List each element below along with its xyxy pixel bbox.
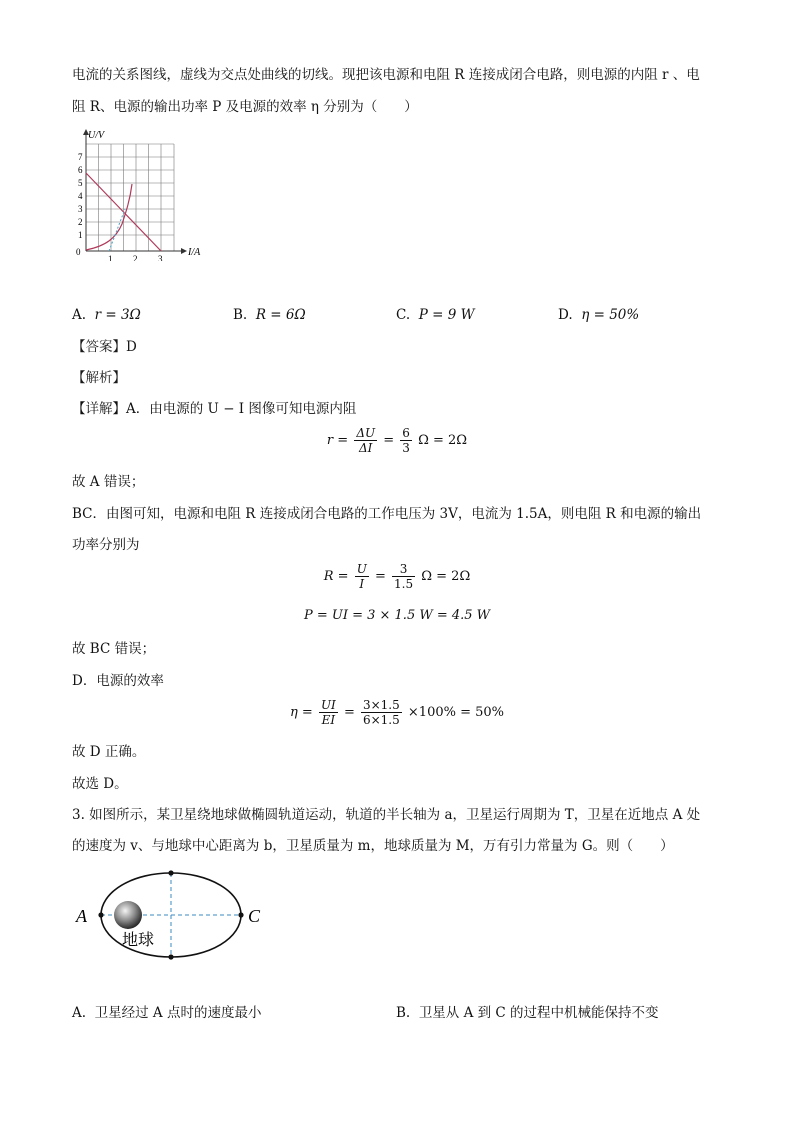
point-bottom xyxy=(168,954,173,959)
ytick: 6 xyxy=(78,165,83,175)
q2-option-b[interactable] xyxy=(233,306,306,324)
eq-num: 3 xyxy=(392,562,415,577)
graph-origin: 0 xyxy=(76,247,81,257)
orbit-figure xyxy=(72,862,282,972)
q3-stem-line2: 的速度为 v、与地球中心距离为 b，卫星质量为 m，地球质量为 M，万有引力常量为 G。则（ ） xyxy=(72,838,674,854)
option-letter: B. xyxy=(396,1005,411,1021)
bc-line1: BC．由图可知，电源和电阻 R 连接成闭合电路的工作电压为 3V，电流为 1.5A，则电阻 R 和电源的输出 xyxy=(72,506,702,522)
option-text: P = 9 W xyxy=(418,307,475,323)
option-letter: A. xyxy=(72,1005,87,1021)
eq-den: 6×1.5 xyxy=(362,713,400,727)
option-text: R = 6Ω xyxy=(255,307,306,323)
point-top xyxy=(168,870,173,875)
q2-option-c[interactable] xyxy=(396,306,474,324)
q3-option-a[interactable] xyxy=(72,1004,261,1022)
ytick: 1 xyxy=(78,230,83,240)
analysis-label: 【解析】 xyxy=(72,370,126,386)
option-text: 卫星从 A 到 C 的过程中机械能保持不变 xyxy=(418,1005,659,1021)
option-letter: C. xyxy=(396,307,411,323)
eq-lhs: r = xyxy=(326,433,349,448)
q2-stem-line1: 电流的关系图线，虚线为交点处曲线的切线。现把该电源和电阻 R 连接成闭合电路，则电源的内阻 r 、电 xyxy=(72,67,700,83)
detail-a-line: 【详解】A．由电源的 U − I 图像可知电源内阻 xyxy=(72,401,357,417)
label-c: C xyxy=(248,906,261,926)
eq-rhs: Ω = 2Ω xyxy=(418,433,468,448)
equation-r xyxy=(0,426,794,455)
option-text: η = 50% xyxy=(581,307,640,323)
equation-P: P = UI = 3 × 1.5 W = 4.5 W xyxy=(303,608,491,623)
answer-label: 【答案】D xyxy=(72,339,137,355)
tangent-dashed xyxy=(109,209,125,251)
q2-option-d[interactable] xyxy=(558,306,639,324)
xtick: 1 xyxy=(108,254,113,261)
choose-line: 故选 D。 xyxy=(72,776,128,792)
ytick: 2 xyxy=(78,217,83,227)
q2-option-a[interactable] xyxy=(72,306,141,324)
eq-num: ΔU xyxy=(356,426,376,440)
ytick: 5 xyxy=(78,178,83,188)
resistor-curve xyxy=(86,184,132,250)
eq-num: 3×1.5 xyxy=(362,698,400,712)
eq-lhs: R = xyxy=(323,569,349,584)
equation-R xyxy=(0,562,794,591)
bc-line2: 功率分别为 xyxy=(72,537,140,553)
eq-rhs: Ω = 2Ω xyxy=(421,569,471,584)
option-letter: D. xyxy=(558,307,573,323)
q3-stem-line1: 3. 如图所示，某卫星绕地球做椭圆轨道运动，轨道的半长轴为 a，卫星运行周期为 T，卫星在近地点 A 处 xyxy=(72,807,701,823)
option-letter: B. xyxy=(233,307,248,323)
earth-icon xyxy=(114,901,142,929)
eq-lhs: η = xyxy=(289,705,313,720)
d-right-line: 故 D 正确。 xyxy=(72,744,146,760)
ytick: 4 xyxy=(78,191,83,201)
eq-den: 1.5 xyxy=(394,577,414,591)
option-text: r = 3Ω xyxy=(94,307,141,323)
eq-num: U xyxy=(356,562,367,576)
xtick: 3 xyxy=(158,254,163,261)
label-a: A xyxy=(76,906,87,926)
d-line: D．电源的效率 xyxy=(72,673,164,689)
point-c xyxy=(238,912,243,917)
eq-mid: = xyxy=(343,705,355,720)
eq-den: 3 xyxy=(402,441,410,455)
eq-den: I xyxy=(359,577,365,591)
eq-den: EI xyxy=(321,713,336,727)
eq-rhs: ×100% = 50% xyxy=(407,705,505,720)
ytick: 7 xyxy=(78,152,83,162)
q3-option-b[interactable] xyxy=(396,1004,659,1022)
option-text: 卫星经过 A 点时的速度最小 xyxy=(94,1005,262,1021)
q2-stem-line2: 阻 R、电源的输出功率 P 及电源的效率 η 分别为（ ） xyxy=(72,99,418,115)
eq-num: 6 xyxy=(402,426,410,440)
ui-graph xyxy=(70,126,230,261)
eq-den: ΔI xyxy=(359,441,373,455)
earth-label: 地球 xyxy=(122,932,155,949)
eq-mid: = xyxy=(374,569,386,584)
eq-num: UI xyxy=(320,698,336,712)
ytick: 3 xyxy=(78,204,83,214)
equation-eta xyxy=(0,698,794,727)
graph-ylabel: U/V xyxy=(88,130,105,141)
graph-xlabel: I/A xyxy=(188,247,201,258)
a-wrong-line: 故 A 错误； xyxy=(72,474,145,490)
eq-mid: = xyxy=(383,433,395,448)
option-letter: A. xyxy=(72,307,87,323)
point-a xyxy=(98,912,103,917)
xtick: 2 xyxy=(133,254,138,261)
bc-wrong-line: 故 BC 错误； xyxy=(72,641,156,657)
